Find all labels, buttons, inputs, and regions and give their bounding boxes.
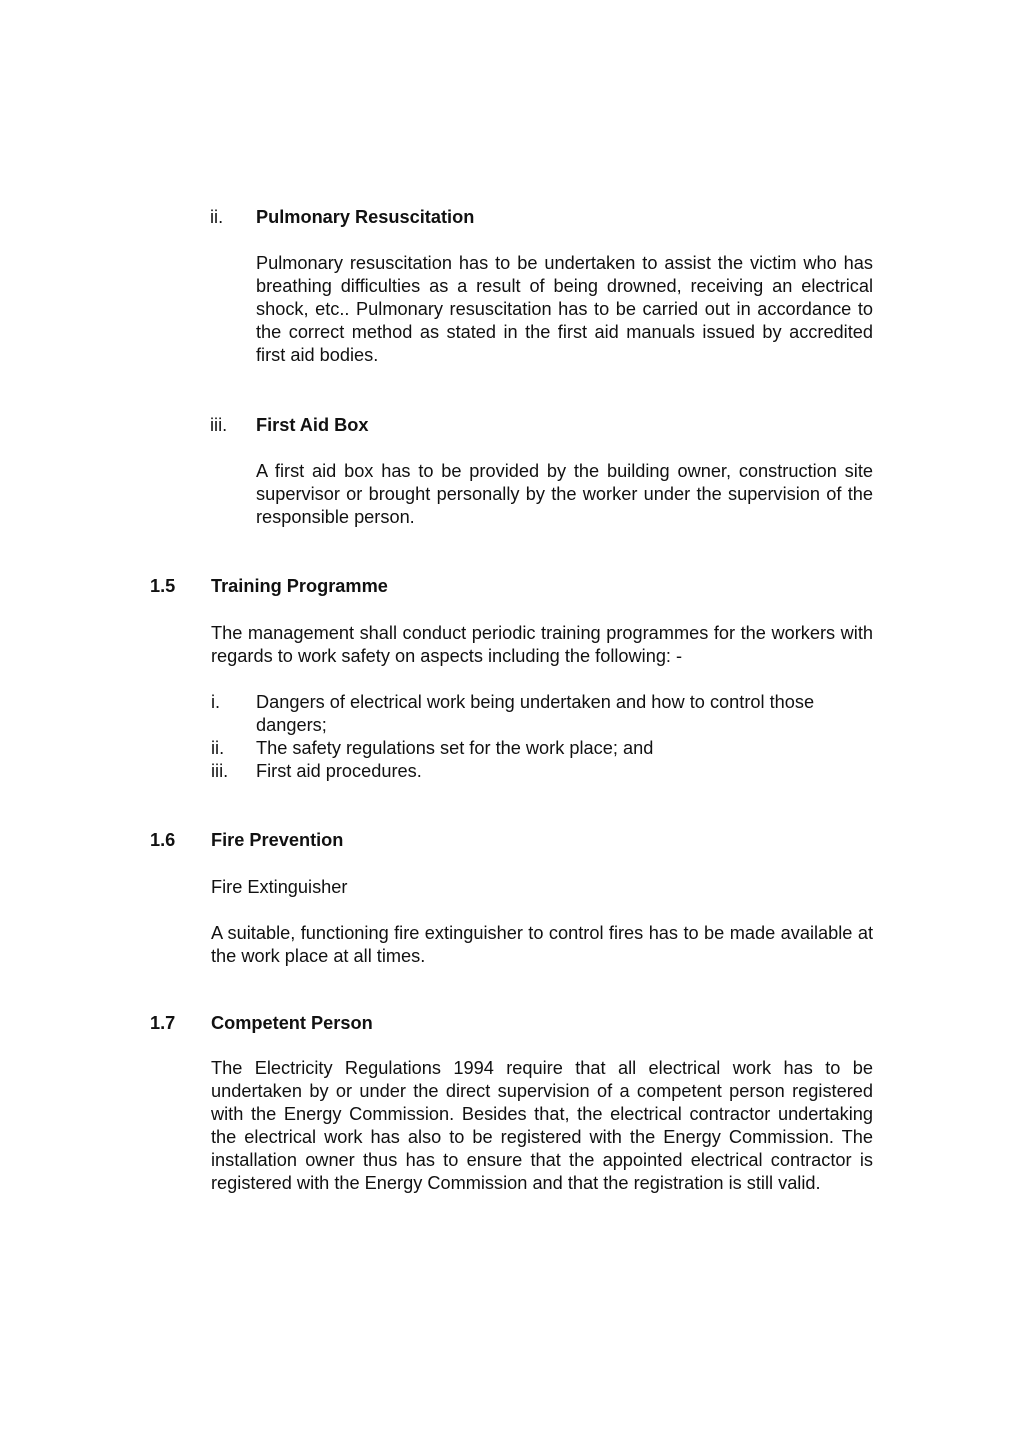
section-subheading-1-6 bbox=[211, 876, 873, 899]
section-heading-1-5 bbox=[150, 575, 890, 599]
subheading: Fire Extinguisher bbox=[211, 877, 348, 897]
subitem-title: First Aid Box bbox=[256, 415, 369, 435]
list-item bbox=[211, 737, 873, 760]
paragraph: A first aid box has to be provided by the building owner, construction site supervisor or brought personally by the worker under the supervision of the responsible person. bbox=[256, 461, 873, 527]
section-heading-1-7 bbox=[150, 1012, 890, 1036]
subitem-numeral: iii. bbox=[210, 415, 228, 435]
subitem-heading-first-aid-box bbox=[210, 414, 890, 438]
section-heading-1-6 bbox=[150, 829, 890, 853]
list-numeral: i. bbox=[211, 692, 221, 712]
section-number: 1.5 bbox=[150, 576, 176, 596]
subitem-body-pulmonary bbox=[256, 252, 873, 367]
section-number: 1.6 bbox=[150, 830, 176, 850]
section-number: 1.7 bbox=[150, 1013, 176, 1033]
section-title: Training Programme bbox=[211, 576, 388, 596]
paragraph: The Electricity Regulations 1994 require that all electrical work has to be undertaken by or under the direct supervision of a competent person registered with the Energy Commission. Besides that, the electrical contractor undertaking the electrical work has also to be registered with the Energy Commission. The installation owner thus has to ensure that the appointed electrical contractor is registered with the Energy Commission and that the registration is still valid. bbox=[211, 1058, 873, 1193]
list-text: First aid procedures. bbox=[256, 761, 422, 781]
section-body-1-6 bbox=[211, 922, 873, 968]
section-body-1-7 bbox=[211, 1057, 873, 1195]
paragraph: A suitable, functioning fire extinguisher to control fires has to be made available at the work place at all times. bbox=[211, 923, 873, 966]
section-title: Fire Prevention bbox=[211, 830, 344, 850]
training-list bbox=[211, 691, 873, 783]
list-numeral: iii. bbox=[211, 761, 229, 781]
subitem-numeral: ii. bbox=[210, 207, 224, 227]
list-numeral: ii. bbox=[211, 738, 225, 758]
subitem-body-first-aid-box bbox=[256, 460, 873, 529]
subitem-heading-pulmonary bbox=[210, 206, 890, 230]
list-text: Dangers of electrical work being undertaken and how to control those dangers; bbox=[256, 692, 815, 735]
section-title: Competent Person bbox=[211, 1013, 373, 1033]
paragraph: Pulmonary resuscitation has to be undertaken to assist the victim who has breathing difficulties as a result of being drowned, receiving an electrical shock, etc.. Pulmonary resuscitation has to be carried out in accordance to the correct method as stated in the first aid manuals issued by accredited first aid bodies. bbox=[256, 253, 873, 365]
list-item bbox=[211, 760, 873, 783]
paragraph: The management shall conduct periodic training programmes for the workers with regards to work safety on aspects including the following: - bbox=[211, 623, 873, 666]
list-text: The safety regulations set for the work place; and bbox=[256, 738, 654, 758]
list-item bbox=[211, 691, 873, 737]
subitem-title: Pulmonary Resuscitation bbox=[256, 207, 475, 227]
section-intro-1-5 bbox=[211, 622, 873, 668]
